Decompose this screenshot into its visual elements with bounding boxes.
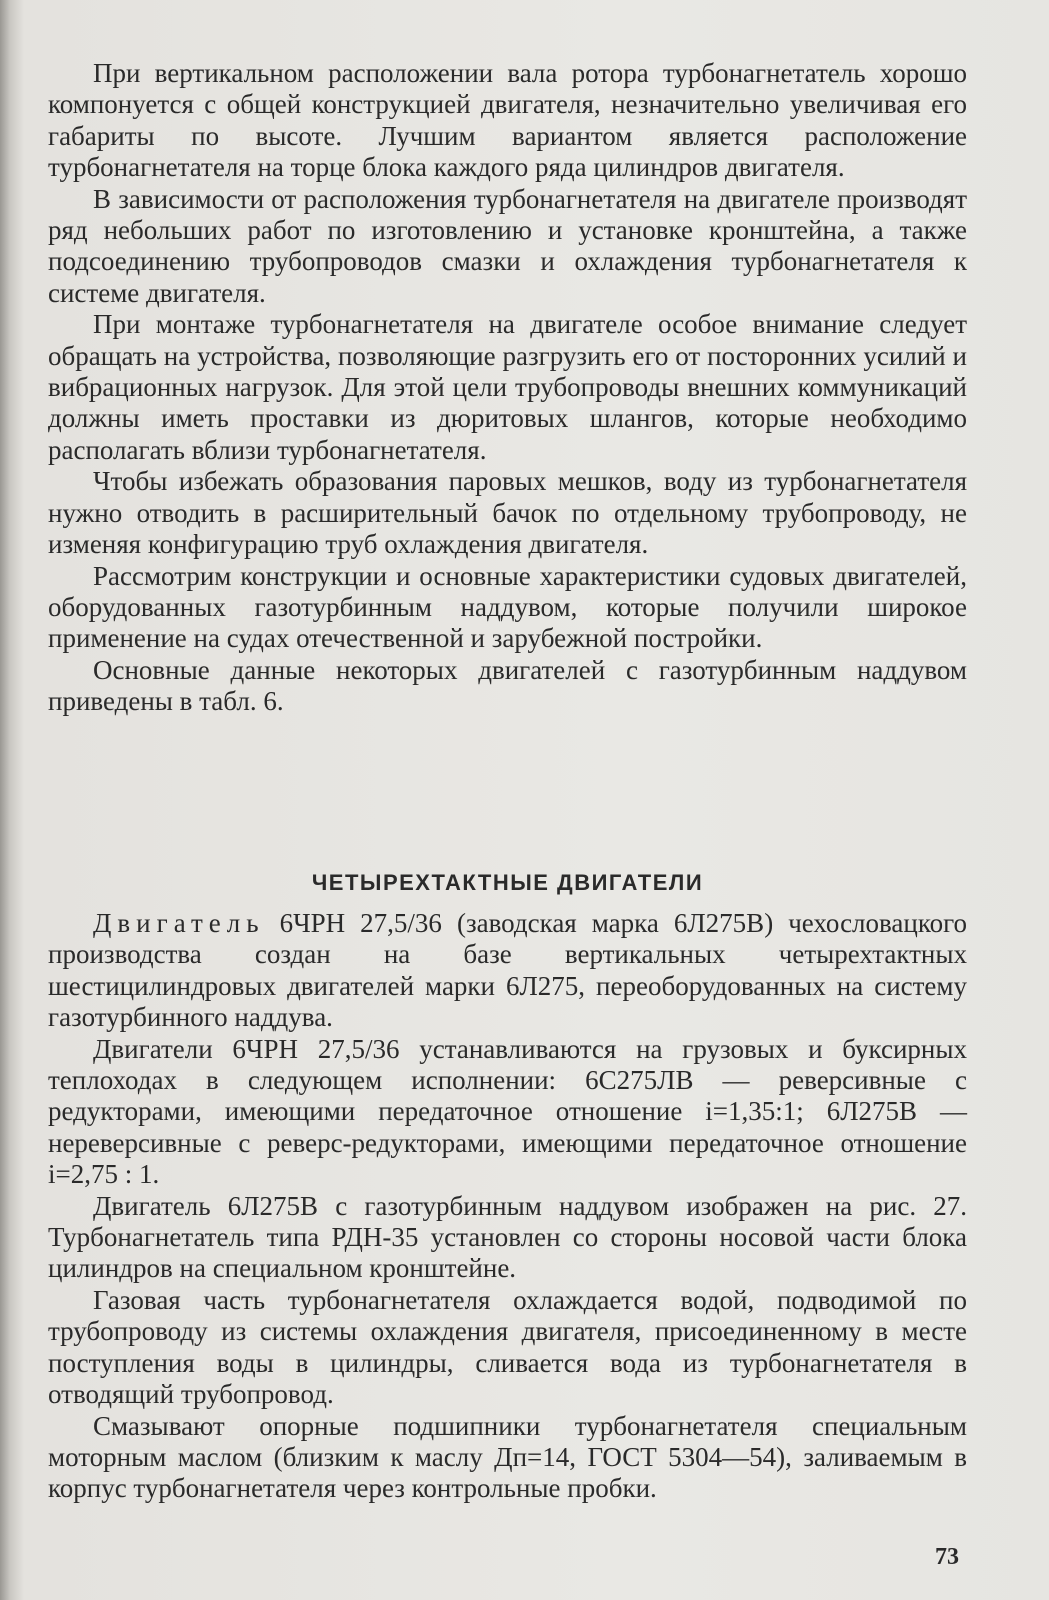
body-text-bottom [48,908,967,1505]
paragraph: Чтобы избежать образования паровых мешков, воду из турбонагнетателя нужно отводить в расширительный бачок по отдельному трубопроводу, не изменяя конфигурацию труб охлаждения двигателя. [48,466,967,560]
body-text-top [48,58,967,718]
page-number: 73 [935,1544,959,1570]
paragraph: В зависимости от расположения турбонагнетателя на двигателе производят ряд небольших работ по изготовлению и установке кронштейна, а также подсоединению трубопроводов смазки и охлаждения турбонагнетателя к системе двигателя. [48,183,967,308]
paragraph-engine-intro [48,908,967,1034]
paragraph-rest: 6ЧРН 27,5/36 (заводская марка 6Л275В) чехословацкого производства создан на базе вертикальных четырехтактных шестицилиндровых двигателей марки 6Л275, переоборудованных на систему газотурбинного наддува. [48,908,967,1033]
paragraph: Газовая часть турбонагнетателя охлаждается водой, подводимой по трубопроводу из системы охлаждения двигателя, присоединенному в месте поступления воды в цилиндры, сливается вода из турбонагнетателя в отводящий трубопровод. [48,1284,967,1410]
paragraph: При монтаже турбонагнетателя на двигателе особое внимание следует обращать на устройства, позволяющие разгрузить его от посторонних усилий и вибрационных нагрузок. Для этой цели трубопроводы внешних коммуникаций должны иметь проставки из дюритовых шлангов, которые необходимо располагать вблизи турбонагнетателя. [48,309,967,465]
paragraph: При вертикальном расположении вала ротора турбонагнетатель хорошо компонуется с общей конструкцией двигателя, незначительно увеличивая его габариты по высоте. Лучшим вариантом является расположение турбонагнетателя на торце блока каждого ряда цилиндров двигателя. [48,58,967,183]
paragraph: Двигатель 6Л275В с газотурбинным наддувом изображен на рис. 27. Турбонагнетатель типа РДН-35 установлен со стороны носовой части блока цилиндров на специальном кронштейне. [48,1190,967,1284]
paragraph: Двигатели 6ЧРН 27,5/36 устанавливаются на грузовых и буксирных теплоходах в следующем исполнении: 6С275ЛВ — реверсивные с редукторами, имеющими передаточное отношение i=1,35:1; 6Л275В — нереверсивные с реверс-редукторами, имеющими передаточное отношение i=2,75 : 1. [48,1033,967,1190]
paragraph: Рассмотрим конструкции и основные характеристики судовых двигателей, оборудованных газотурбинным наддувом, которые получили широкое применение на судах отечественной и зарубежной постройки. [48,560,967,654]
spaced-lead-word: Двигатель [93,908,265,938]
paragraph: Основные данные некоторых двигателей с газотурбинным наддувом приведены в табл. 6. [48,654,967,717]
paragraph: Смазывают опорные подшипники турбонагнетателя специальным моторным маслом (близким к маслу Дп=14, ГОСТ 5304—54), заливаемым в корпус турбонагнетателя через контрольные пробки. [48,1410,967,1504]
section-heading: ЧЕТЫРЕХТАКТНЫЕ ДВИГАТЕЛИ [311,870,704,895]
